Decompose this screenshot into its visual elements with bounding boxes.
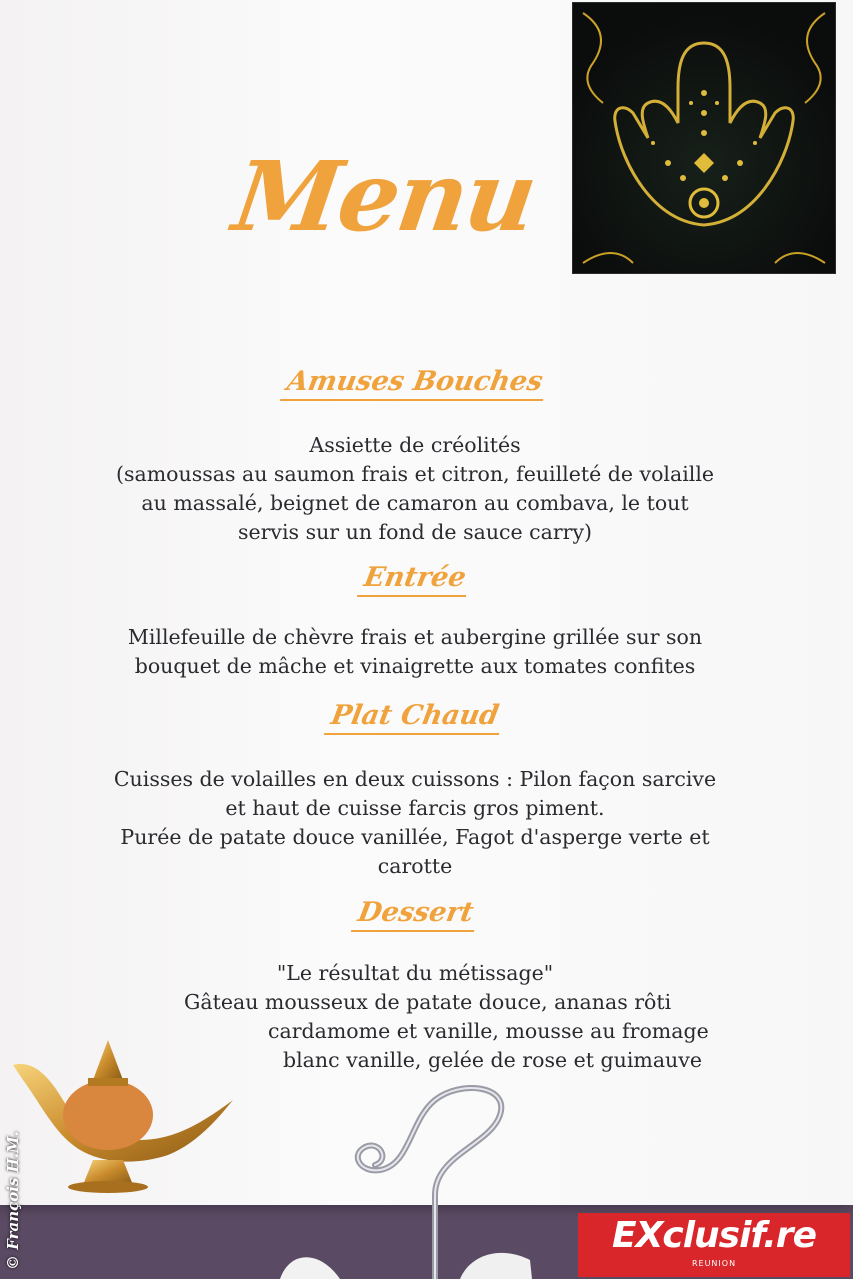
menu-line: au massalé, beignet de camaron au combava, le tout	[141, 491, 689, 515]
section-heading-dessert: Dessert	[0, 897, 830, 932]
menu-line: (samoussas au saumon frais et citron, feuilleté de volaille	[115, 462, 715, 486]
menu-title: Menu	[227, 140, 542, 253]
section-text-plat-chaud	[0, 765, 830, 881]
menu-line: bouquet de mâche et vinaigrette aux tomates confites	[134, 654, 696, 678]
section-text-entree	[0, 623, 830, 681]
menu-line: cardamome et vanille, mousse au fromage	[268, 1019, 709, 1043]
menu-line: "Le résultat du métissage"	[276, 961, 554, 985]
menu-line: blanc vanille, gelée de rose et guimauve	[283, 1048, 702, 1072]
menu-line: carotte	[377, 854, 453, 878]
menu-line: et haut de cuisse farcis gros piment.	[225, 796, 605, 820]
menu-line: Assiette de créolités	[309, 433, 521, 457]
menu-line: Purée de patate douce vanillée, Fagot d'asperge verte et	[120, 825, 710, 849]
section-heading-amuses-bouches: Amuses Bouches	[0, 366, 830, 401]
magic-lamp-image	[8, 1030, 243, 1195]
menu-line: Millefeuille de chèvre frais et aubergine grillée sur son	[127, 625, 703, 649]
photo-credit: © François H.M.	[4, 1131, 22, 1270]
card-holder-hook	[340, 1085, 530, 1279]
exclusif-logo: EXclusif.re REUNION	[578, 1213, 850, 1277]
menu-line: Cuisses de volailles en deux cuissons : Pilon façon sarcive	[113, 767, 717, 791]
section-heading-plat-chaud: Plat Chaud	[0, 700, 830, 735]
menu-line: Gâteau mousseux de patate douce, ananas rôti	[184, 990, 672, 1014]
menu-line: servis sur un fond de sauce carry)	[237, 520, 593, 544]
section-text-amuses-bouches	[0, 431, 830, 547]
hamsa-hand-image	[572, 2, 836, 274]
section-heading-entree: Entrée	[0, 562, 830, 597]
